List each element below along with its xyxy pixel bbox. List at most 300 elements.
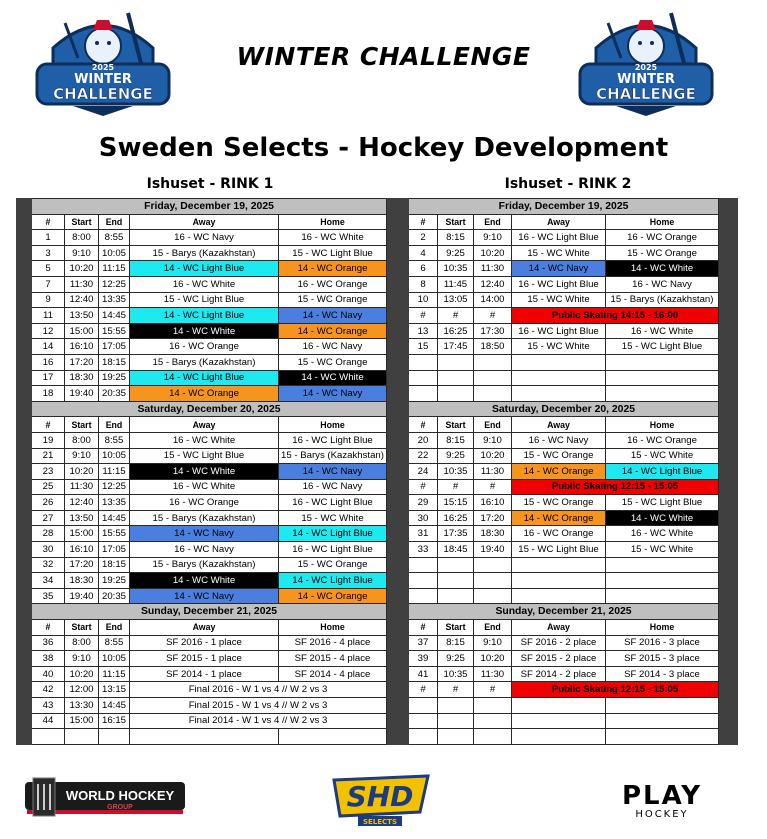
game-row [17, 635, 402, 651]
home-team: SF 2016 - 4 place [279, 635, 387, 651]
side-band [719, 510, 738, 526]
side-band [390, 354, 409, 370]
start-time: 9:10 [65, 448, 99, 464]
start-time: 19:40 [65, 588, 99, 604]
col-start: Start [438, 214, 474, 230]
side-band [17, 573, 32, 589]
away-team: 14 - WC White [130, 464, 279, 480]
side-band [719, 604, 738, 620]
end-time: # [474, 308, 512, 324]
svg-text:PLAY: PLAY [621, 781, 703, 811]
col-home: Home [606, 620, 719, 636]
side-band [17, 526, 32, 542]
start-time: # [438, 479, 474, 495]
game-number: 40 [32, 666, 65, 682]
game-row [17, 261, 402, 277]
game-number: 21 [32, 448, 65, 464]
empty-cell [606, 698, 719, 714]
home-team: 16 - WC Navy [279, 339, 387, 355]
away-team: 16 - WC Navy [512, 432, 606, 448]
home-team: 14 - WC Light Blue [606, 464, 719, 480]
end-time: 13:35 [99, 292, 130, 308]
game-number: 8 [409, 276, 438, 292]
home-team: 15 - Barys (Kazakhstan) [279, 448, 387, 464]
game-row [390, 339, 738, 355]
game-row [390, 245, 738, 261]
game-number: 20 [409, 432, 438, 448]
home-team: 15 - WC White [606, 542, 719, 558]
start-time: 11:45 [438, 276, 474, 292]
game-number: 30 [409, 510, 438, 526]
empty-cell [438, 713, 474, 729]
start-time: 13:30 [65, 698, 99, 714]
start-time: 10:35 [438, 261, 474, 277]
start-time: 9:10 [65, 651, 99, 667]
end-time: 14:45 [99, 698, 130, 714]
side-band [719, 339, 738, 355]
world-hockey-group-logo [25, 776, 185, 820]
empty-row [17, 729, 402, 745]
home-team: SF 2015 - 4 place [279, 651, 387, 667]
home-team: 16 - WC White [606, 526, 719, 542]
start-time: # [438, 308, 474, 324]
end-time: 18:15 [99, 354, 130, 370]
side-band [390, 230, 409, 246]
away-team: SF 2016 - 1 place [130, 635, 279, 651]
col-num: # [409, 214, 438, 230]
end-time: 8:55 [99, 635, 130, 651]
empty-cell [438, 573, 474, 589]
end-time: 11:30 [474, 666, 512, 682]
start-time: 9:25 [438, 448, 474, 464]
home-team: 15 - WC Orange [279, 354, 387, 370]
end-time: 11:15 [99, 666, 130, 682]
home-team: 14 - WC Navy [279, 464, 387, 480]
game-row [390, 666, 738, 682]
empty-row [390, 386, 738, 402]
game-row [390, 651, 738, 667]
side-band [17, 588, 32, 604]
side-band [17, 479, 32, 495]
game-row [390, 261, 738, 277]
side-band [390, 526, 409, 542]
empty-cell [512, 386, 606, 402]
home-team: 14 - WC Navy [279, 386, 387, 402]
empty-cell [474, 386, 512, 402]
column-header-row [390, 214, 738, 230]
col-away: Away [512, 620, 606, 636]
away-team: 16 - WC White [130, 432, 279, 448]
svg-text:SHD: SHD [346, 780, 414, 813]
start-time: 15:00 [65, 713, 99, 729]
side-band [390, 308, 409, 324]
start-time: 18:45 [438, 542, 474, 558]
game-number: 13 [409, 323, 438, 339]
empty-cell [512, 354, 606, 370]
home-team: SF 2015 - 3 place [606, 651, 719, 667]
game-number: 1 [32, 230, 65, 246]
side-band [390, 276, 409, 292]
game-row [17, 323, 402, 339]
game-number: 6 [409, 261, 438, 277]
away-team: SF 2014 - 1 place [130, 666, 279, 682]
start-time: 10:20 [65, 261, 99, 277]
side-band [719, 199, 738, 215]
game-number: 2 [409, 230, 438, 246]
empty-cell [512, 557, 606, 573]
start-time: 13:50 [65, 308, 99, 324]
game-row [390, 448, 738, 464]
start-time: 11:30 [65, 276, 99, 292]
game-number: 11 [32, 308, 65, 324]
end-time: 13:15 [99, 682, 130, 698]
game-number: 26 [32, 495, 65, 511]
game-row [17, 354, 402, 370]
side-band [719, 464, 738, 480]
away-team: 14 - WC Light Blue [130, 261, 279, 277]
away-team: 14 - WC Navy [130, 526, 279, 542]
start-time: 10:20 [65, 666, 99, 682]
away-team: 14 - WC Orange [512, 464, 606, 480]
final-matchup: Final 2014 - W 1 vs 4 // W 2 vs 3 [130, 713, 387, 729]
side-band [719, 323, 738, 339]
home-team: 14 - WC Orange [279, 588, 387, 604]
day-header-row [390, 401, 738, 417]
svg-text:SELECTS: SELECTS [362, 818, 398, 826]
home-team: SF 2016 - 3 place [606, 635, 719, 651]
empty-cell [474, 370, 512, 386]
empty-cell [32, 729, 65, 745]
end-time: 17:20 [474, 510, 512, 526]
game-row [390, 464, 738, 480]
side-band [719, 417, 738, 433]
game-row [17, 292, 402, 308]
game-number: 7 [32, 276, 65, 292]
away-team: 16 - WC Navy [130, 542, 279, 558]
game-number: 33 [409, 542, 438, 558]
col-num: # [32, 620, 65, 636]
game-row [17, 370, 402, 386]
end-time: 12:25 [99, 479, 130, 495]
side-band [390, 698, 409, 714]
final-matchup: Final 2016 - W 1 vs 4 // W 2 vs 3 [130, 682, 387, 698]
game-row [17, 245, 402, 261]
start-time: 17:35 [438, 526, 474, 542]
day-header-row [390, 604, 738, 620]
start-time: 16:25 [438, 510, 474, 526]
col-away: Away [130, 620, 279, 636]
play-hockey-logo [604, 780, 720, 820]
side-band [719, 573, 738, 589]
home-team: 15 - WC Orange [279, 292, 387, 308]
svg-text:CHALLENGE: CHALLENGE [53, 85, 153, 103]
side-band [719, 245, 738, 261]
end-time: # [474, 479, 512, 495]
game-number: 34 [32, 573, 65, 589]
col-start: Start [65, 417, 99, 433]
game-number: 38 [32, 651, 65, 667]
public-skating: Public Skating 12:15 - 15:05 [512, 479, 719, 495]
col-start: Start [65, 214, 99, 230]
end-time: 16:10 [474, 495, 512, 511]
side-band [390, 245, 409, 261]
side-band [390, 432, 409, 448]
start-time: 18:30 [65, 370, 99, 386]
home-team: 16 - WC Light Blue [279, 432, 387, 448]
column-header-row [390, 620, 738, 636]
away-team: 16 - WC Light Blue [512, 230, 606, 246]
col-home: Home [606, 214, 719, 230]
col-away: Away [130, 417, 279, 433]
game-row [390, 432, 738, 448]
away-team: 14 - WC Navy [512, 261, 606, 277]
empty-cell [279, 729, 387, 745]
game-row [17, 230, 402, 246]
day-header-row [17, 199, 402, 215]
start-time: 9:10 [65, 245, 99, 261]
game-row [17, 588, 402, 604]
game-row [17, 651, 402, 667]
home-team: 15 - Barys (Kazakhstan) [606, 292, 719, 308]
side-band [17, 417, 32, 433]
game-number: 30 [32, 542, 65, 558]
empty-cell [512, 713, 606, 729]
empty-cell [409, 698, 438, 714]
side-band [719, 635, 738, 651]
day-header-row [17, 604, 402, 620]
end-time: 14:00 [474, 292, 512, 308]
game-number: 25 [32, 479, 65, 495]
side-band [17, 464, 32, 480]
game-row [17, 666, 402, 682]
side-band [719, 354, 738, 370]
side-band [719, 620, 738, 636]
side-band [17, 542, 32, 558]
column-header-row [390, 417, 738, 433]
col-end: End [99, 417, 130, 433]
side-band [719, 588, 738, 604]
end-time: 10:20 [474, 651, 512, 667]
game-number: 23 [32, 464, 65, 480]
side-band [17, 339, 32, 355]
end-time: 20:35 [99, 588, 130, 604]
empty-cell [409, 370, 438, 386]
start-time: 12:40 [65, 292, 99, 308]
start-time: 9:25 [438, 245, 474, 261]
game-row [17, 698, 402, 714]
side-band [17, 323, 32, 339]
side-band [17, 354, 32, 370]
side-band [719, 308, 738, 324]
empty-cell [65, 729, 99, 745]
svg-text:CHALLENGE: CHALLENGE [596, 85, 696, 103]
side-band [390, 604, 409, 620]
team-title: Sweden Selects - Hockey Development [98, 133, 669, 163]
away-team: 16 - WC Navy [130, 230, 279, 246]
game-number: 41 [409, 666, 438, 682]
game-number: 39 [409, 651, 438, 667]
side-band [719, 432, 738, 448]
game-row [17, 339, 402, 355]
away-team: 14 - WC Light Blue [130, 370, 279, 386]
side-band [17, 230, 32, 246]
game-number: 44 [32, 713, 65, 729]
game-row [390, 682, 738, 698]
empty-cell [474, 698, 512, 714]
game-number: 10 [409, 292, 438, 308]
col-end: End [474, 214, 512, 230]
away-team: SF 2014 - 2 place [512, 666, 606, 682]
empty-cell [606, 729, 719, 745]
empty-cell [474, 573, 512, 589]
empty-cell [512, 573, 606, 589]
game-row [17, 386, 402, 402]
side-band [719, 292, 738, 308]
game-number: 31 [409, 526, 438, 542]
col-home: Home [279, 214, 387, 230]
public-skating: Public Skating 14:15 - 16:00 [512, 308, 719, 324]
side-band [17, 666, 32, 682]
side-band [17, 620, 32, 636]
side-band [390, 339, 409, 355]
svg-text:WORLD HOCKEY: WORLD HOCKEY [65, 788, 175, 803]
home-team: 16 - WC Light Blue [279, 542, 387, 558]
side-band [719, 542, 738, 558]
side-band [390, 199, 409, 215]
empty-row [390, 573, 738, 589]
day-header-row [390, 199, 738, 215]
start-time: 10:35 [438, 666, 474, 682]
empty-row [390, 713, 738, 729]
game-number: 4 [409, 245, 438, 261]
rink2-schedule-table [389, 198, 738, 745]
end-time: 8:55 [99, 230, 130, 246]
side-band [17, 308, 32, 324]
game-row [390, 510, 738, 526]
end-time: 10:05 [99, 651, 130, 667]
game-number: 22 [409, 448, 438, 464]
day-label: Sunday, December 21, 2025 [32, 604, 387, 620]
away-team: 16 - WC Light Blue [512, 276, 606, 292]
game-row [17, 432, 402, 448]
empty-cell [409, 713, 438, 729]
home-team: 14 - WC Orange [279, 323, 387, 339]
game-number: 15 [409, 339, 438, 355]
side-band [390, 510, 409, 526]
home-team: 15 - WC Light Blue [606, 495, 719, 511]
end-time: 19:25 [99, 370, 130, 386]
side-band [719, 214, 738, 230]
empty-cell [474, 729, 512, 745]
home-team: 15 - WC Orange [279, 557, 387, 573]
side-band [719, 230, 738, 246]
away-team: 15 - Barys (Kazakhstan) [130, 557, 279, 573]
away-team: SF 2015 - 1 place [130, 651, 279, 667]
home-team: 16 - WC Light Blue [279, 495, 387, 511]
game-row [17, 479, 402, 495]
game-number: 19 [32, 432, 65, 448]
side-band [390, 448, 409, 464]
away-team: 14 - WC White [130, 323, 279, 339]
start-time: 8:15 [438, 230, 474, 246]
game-number: 27 [32, 510, 65, 526]
game-number: 14 [32, 339, 65, 355]
game-row [17, 526, 402, 542]
start-time: 8:15 [438, 635, 474, 651]
day-label: Saturday, December 20, 2025 [32, 401, 387, 417]
empty-cell [512, 588, 606, 604]
side-band [719, 276, 738, 292]
start-time: 8:00 [65, 432, 99, 448]
empty-cell [606, 370, 719, 386]
rink1-title: Ishuset - RINK 1 [146, 176, 274, 192]
side-band [17, 651, 32, 667]
empty-cell [606, 573, 719, 589]
away-team: 15 - WC White [512, 245, 606, 261]
home-team: 15 - WC Orange [606, 245, 719, 261]
empty-row [390, 354, 738, 370]
empty-cell [606, 354, 719, 370]
svg-text:WINTER: WINTER [74, 72, 132, 87]
side-band [390, 323, 409, 339]
col-end: End [99, 214, 130, 230]
side-band [17, 682, 32, 698]
col-num: # [32, 417, 65, 433]
game-row [17, 542, 402, 558]
game-row [17, 464, 402, 480]
away-team: 15 - WC Light Blue [130, 448, 279, 464]
away-team: 16 - WC White [130, 479, 279, 495]
end-time: 19:40 [474, 542, 512, 558]
end-time: 11:15 [99, 261, 130, 277]
end-time: 14:45 [99, 308, 130, 324]
side-band [17, 199, 32, 215]
start-time: 11:30 [65, 479, 99, 495]
side-band [390, 588, 409, 604]
game-row [17, 557, 402, 573]
side-band [17, 604, 32, 620]
empty-cell [409, 386, 438, 402]
home-team: 14 - WC White [279, 370, 387, 386]
end-time: 16:15 [99, 713, 130, 729]
side-band [719, 479, 738, 495]
side-band [390, 214, 409, 230]
side-band [719, 713, 738, 729]
side-band [17, 245, 32, 261]
rink2-title: Ishuset - RINK 2 [504, 176, 632, 192]
start-time: 8:15 [438, 432, 474, 448]
end-time: 14:45 [99, 510, 130, 526]
side-band [390, 573, 409, 589]
side-band [390, 464, 409, 480]
home-team: 16 - WC Orange [606, 432, 719, 448]
empty-cell [438, 354, 474, 370]
side-band [17, 495, 32, 511]
empty-cell [409, 557, 438, 573]
side-band [390, 292, 409, 308]
empty-cell [99, 729, 130, 745]
col-start: Start [65, 620, 99, 636]
col-start: Start [438, 417, 474, 433]
start-time: 13:50 [65, 510, 99, 526]
svg-text:HOCKEY: HOCKEY [635, 809, 689, 820]
side-band [390, 651, 409, 667]
end-time: 17:05 [99, 542, 130, 558]
game-number: 16 [32, 354, 65, 370]
svg-text:GROUP: GROUP [107, 804, 133, 811]
column-header-row [17, 417, 402, 433]
side-band [390, 620, 409, 636]
